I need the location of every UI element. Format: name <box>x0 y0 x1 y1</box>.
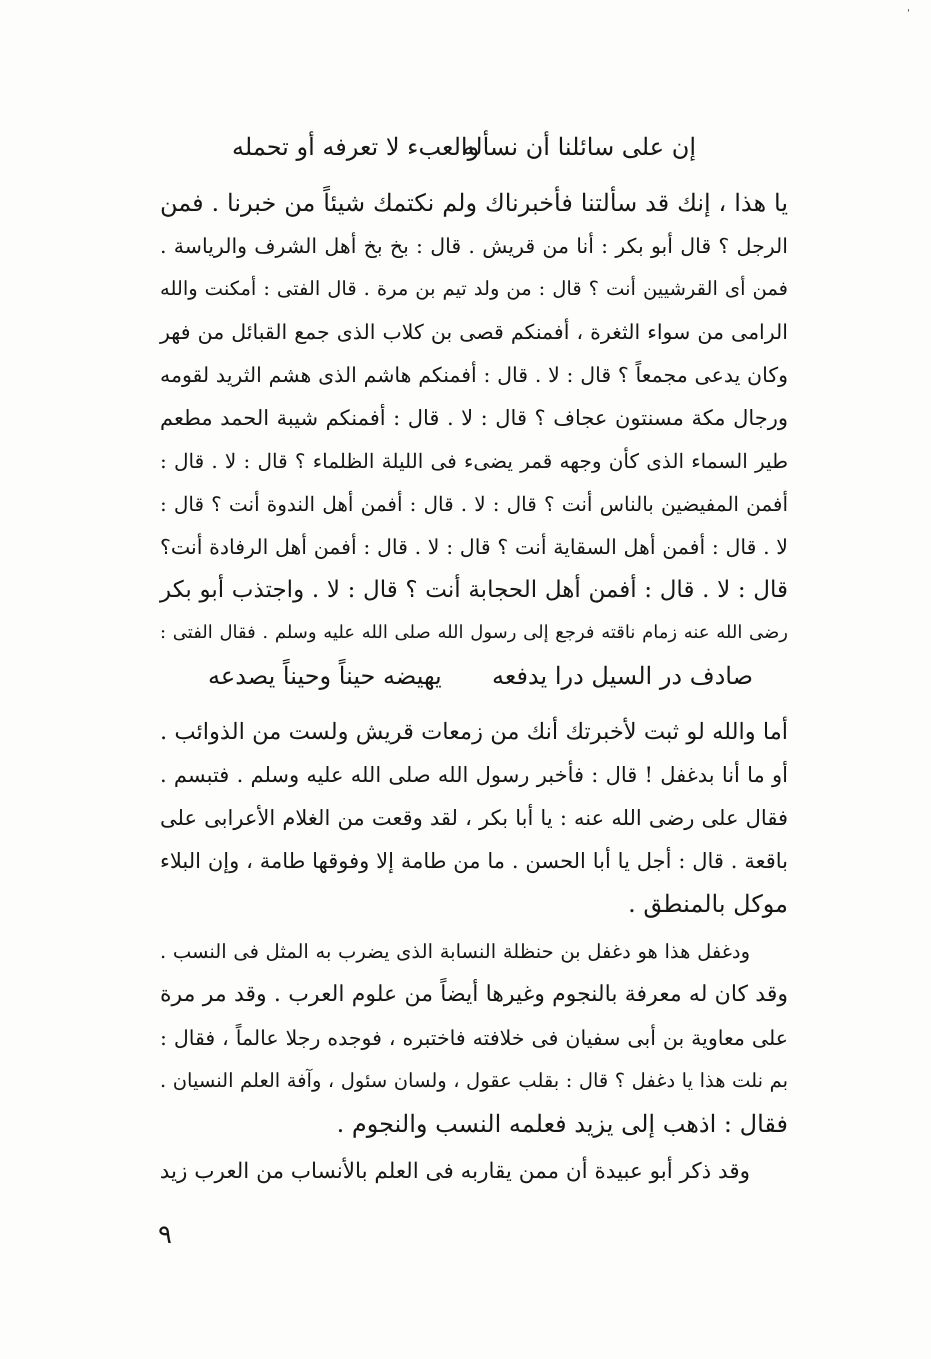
verse-top-left-hemistich: والعبء لا تعرفه أو تحمله <box>232 133 480 161</box>
text-line: أو ما أنا بدغفل ! قال : فأخبر رسول الله صلى الله عليه وسلم . فتبسم . <box>160 763 788 787</box>
text-line: وقد ذكر أبو عبيدة أن ممن يقاربه فى العلم بالأنساب من العرب زيد <box>159 1159 750 1184</box>
text-line: باقعة . قال : أجل يا أبا الحسن . ما من طامة إلا وفوقها طامة ، وإن البلاء <box>160 849 788 873</box>
text-line: وقد كان له معرفة بالنجوم وغيرها أيضاً من علوم العرب . وقد مر مرة <box>160 982 788 1007</box>
text-line: قال : لا . قال : أفمن أهل الحجابة أنت ؟ قال : لا . واجتذب أبو بكر <box>160 577 788 603</box>
text-line: الرامى من سواء الثغرة ، أفمنكم قصى بن كلاب الذى جمع القبائل من فهر <box>160 320 788 344</box>
scan-mark: ' <box>907 8 910 19</box>
text-line: لا . قال : أفمن أهل السقاية أنت ؟ قال : لا . قال : أفمن أهل الرفادة أنت؟ <box>160 535 788 559</box>
verse-top-right-hemistich: إن على سائلنا أن نسأله <box>462 133 696 161</box>
text-line: بم نلت هذا يا دغفل ؟ قال : بقلب عقول ، ولسان سئول ، وآفة العلم النسيان . <box>160 1069 788 1092</box>
text-line: موكل بالمنطق . <box>628 890 788 918</box>
text-line: يا هذا ، إنك قد سألتنا فأخبرناك ولم نكتمك شيئاً من خبرنا . فمن <box>160 189 788 217</box>
text-line: فقال على رضى الله عنه : يا أبا بكر ، لقد وقعت من الغلام الأعرابى على <box>160 806 788 830</box>
verse-middle-left-hemistich: يهيضه حيناً وحيناً يصدعه <box>208 662 442 690</box>
text-line: الرجل ؟ قال أبو بكر : أنا من قريش . قال : بخ بخ أهل الشرف والرياسة . <box>160 234 788 258</box>
text-line: أما والله لو ثبت لأخبرتك أنك من زمعات قريش ولست من الذوائب . <box>160 719 788 745</box>
text-line: رضى الله عنه زمام ناقته فرجع إلى رسول الله صلى الله عليه وسلم . فقال الفتى : <box>160 622 788 643</box>
verse-middle-right-hemistich: صادف در السيل درا يدفعه <box>492 662 753 690</box>
text-line: فقال : اذهب إلى يزيد فعلمه النسب والنجوم . <box>336 1110 788 1138</box>
page-number: ٩ <box>158 1220 172 1250</box>
text-line: أفمن المفيضين بالناس أنت ؟ قال : لا . قال : أفمن أهل الندوة أنت ؟ قال : <box>160 492 788 516</box>
text-line: على معاوية بن أبى سفيان فى خلافته فاختبره ، فوجده رجلا عالماً ، فقال : <box>160 1026 788 1050</box>
text-line: ورجال مكة مسنتون عجاف ؟ قال : لا . قال : أفمنكم شيبة الحمد مطعم <box>160 406 788 430</box>
text-line: ودغفل هذا هو دغفل بن حنظلة النسابة الذى يضرب به المثل فى النسب . <box>160 940 750 963</box>
text-line: وكان يدعى مجمعاً ؟ قال : لا . قال : أفمنكم هاشم الذى هشم الثريد لقومه <box>160 363 788 387</box>
text-line: طير السماء الذى كأن وجهه قمر يضىء فى الليلة الظلماء ؟ قال : لا . قال : <box>160 449 788 473</box>
text-line: فمن أى القرشيين أنت ؟ قال : من ولد تيم بن مرة . قال الفتى : أمكنت والله <box>160 277 788 300</box>
